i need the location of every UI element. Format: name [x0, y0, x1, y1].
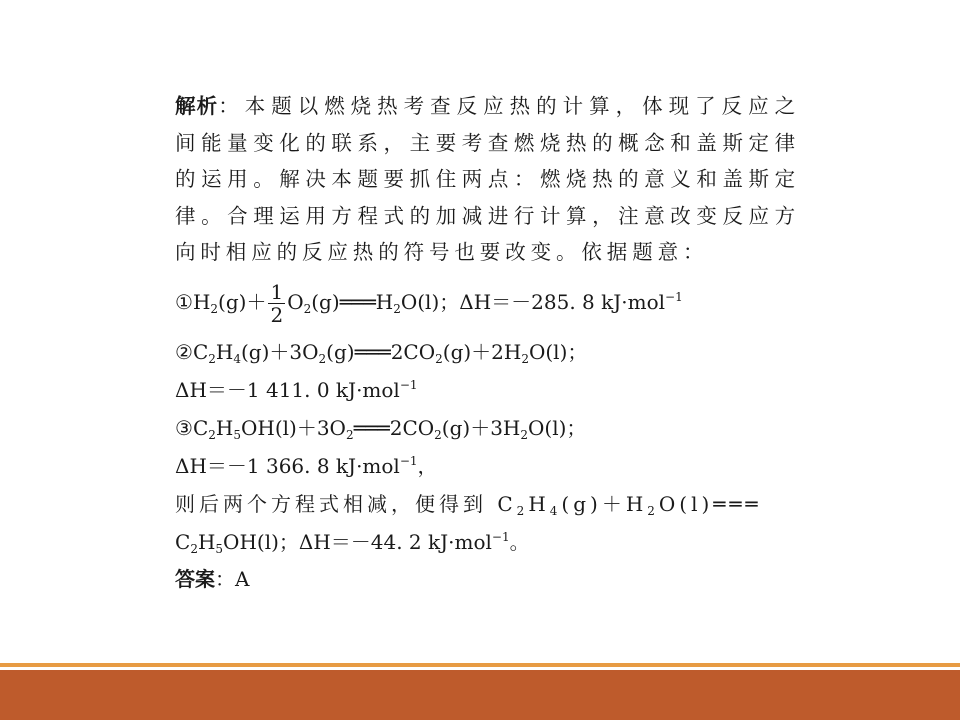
eq1-o: O [287, 289, 304, 314]
final-h-sub: 5 [215, 541, 224, 556]
eq3-c: C [192, 415, 209, 440]
eq1-part1: (g)＋ [218, 289, 267, 314]
eq2-part2: (g)═══2CO [326, 339, 436, 364]
answer-colon: ： [215, 566, 235, 591]
final-c: C [175, 529, 191, 554]
equation-3 [175, 409, 800, 447]
equation-marker-2: ② [175, 339, 193, 364]
eq2-c: C [192, 339, 209, 364]
equation-marker-1: ① [175, 289, 193, 314]
footer-accent-line [0, 663, 960, 667]
equation-1 [175, 271, 800, 333]
eq3-part2: ═══2CO [353, 415, 435, 440]
answer-value: A [235, 566, 250, 591]
eq3-h: H [215, 415, 234, 440]
final-tail: 。 [509, 529, 530, 554]
eq3-dh-exponent: −1 [399, 453, 418, 468]
eq1-water-sub: 2 [393, 301, 401, 316]
eq2-h-sub: 4 [233, 351, 241, 366]
eq2-dh-exponent: −1 [399, 377, 418, 392]
equation-2-enthalpy [175, 371, 800, 409]
eq1-h-sub: 2 [210, 301, 219, 316]
eq3-dh-tail: ， [417, 453, 438, 478]
eq3-dh-text: ΔH＝－1 366. 8 kJ·mol [175, 453, 400, 478]
combine-text: 则后两个方程式相减，便得到 C [175, 491, 517, 516]
final-equation [175, 523, 800, 561]
combine-h-sub: 4 [549, 503, 562, 518]
combine-h: H [528, 491, 550, 516]
eq3-part4: O(l)； [528, 415, 587, 440]
analysis-colon: ： [218, 94, 245, 118]
eq3-co-sub: 2 [434, 427, 442, 442]
combine-line [175, 485, 800, 523]
eq1-h: H [192, 289, 211, 314]
eq2-part1: (g)＋3O [240, 339, 319, 364]
eq3-part3: (g)＋3H [441, 415, 521, 440]
eq2-part4: O(l)； [528, 339, 588, 364]
eq3-o-sub: 2 [345, 427, 354, 442]
footer-bar [0, 670, 960, 720]
answer-line [175, 561, 800, 597]
eq1-part2: (g)═══H [311, 289, 394, 314]
eq2-h: H [215, 339, 234, 364]
solution-block [175, 88, 800, 597]
eq2-water-sub: 2 [521, 351, 529, 366]
eq1-exponent: −1 [665, 289, 683, 304]
final-exponent: −1 [491, 529, 510, 544]
fraction-denominator: 2 [270, 302, 284, 327]
answer-label: 答案 [175, 566, 215, 591]
fraction-one-half [268, 281, 285, 326]
analysis-paragraph [175, 88, 800, 271]
combine-water-sub: 2 [647, 503, 659, 518]
combine-part1: (g)＋H [561, 491, 648, 516]
final-c-sub: 2 [190, 541, 198, 556]
combine-part2: O(l)═══ [658, 491, 762, 516]
eq2-dh-text: ΔH＝－1 411. 0 kJ·mol [175, 377, 400, 402]
eq3-part1: OH(l)＋3O [240, 415, 346, 440]
combine-c-sub: 2 [516, 503, 529, 518]
eq1-enthalpy: O(l)；ΔH＝－285. 8 kJ·mol [400, 289, 666, 314]
eq2-c-sub: 2 [208, 351, 216, 366]
equation-marker-3: ③ [175, 415, 193, 440]
eq2-o-sub: 2 [318, 351, 327, 366]
fraction-numerator: 1 [270, 279, 284, 304]
eq2-co-sub: 2 [435, 351, 443, 366]
eq3-h-sub: 5 [233, 427, 241, 442]
equation-2 [175, 333, 800, 371]
final-h: H [197, 529, 216, 554]
analysis-text: 本题以燃烧热考查反应热的计算，体现了反应之间能量变化的联系，主要考查燃烧热的概念和盖斯定律的运用。解决本题要抓住两点：燃烧热的意义和盖斯定律。合理运用方程式的加减进行计算，注意改变反应方向时相应的反应热的符号也要改变。依据题意： [175, 94, 801, 264]
eq1-o-sub: 2 [303, 301, 312, 316]
equation-3-enthalpy [175, 447, 800, 485]
eq2-part3: (g)＋2H [442, 339, 522, 364]
analysis-label: 解析 [175, 94, 219, 118]
eq3-c-sub: 2 [208, 427, 216, 442]
final-enthalpy: OH(l)；ΔH＝－44. 2 kJ·mol [223, 529, 492, 554]
eq3-water-sub: 2 [520, 427, 528, 442]
